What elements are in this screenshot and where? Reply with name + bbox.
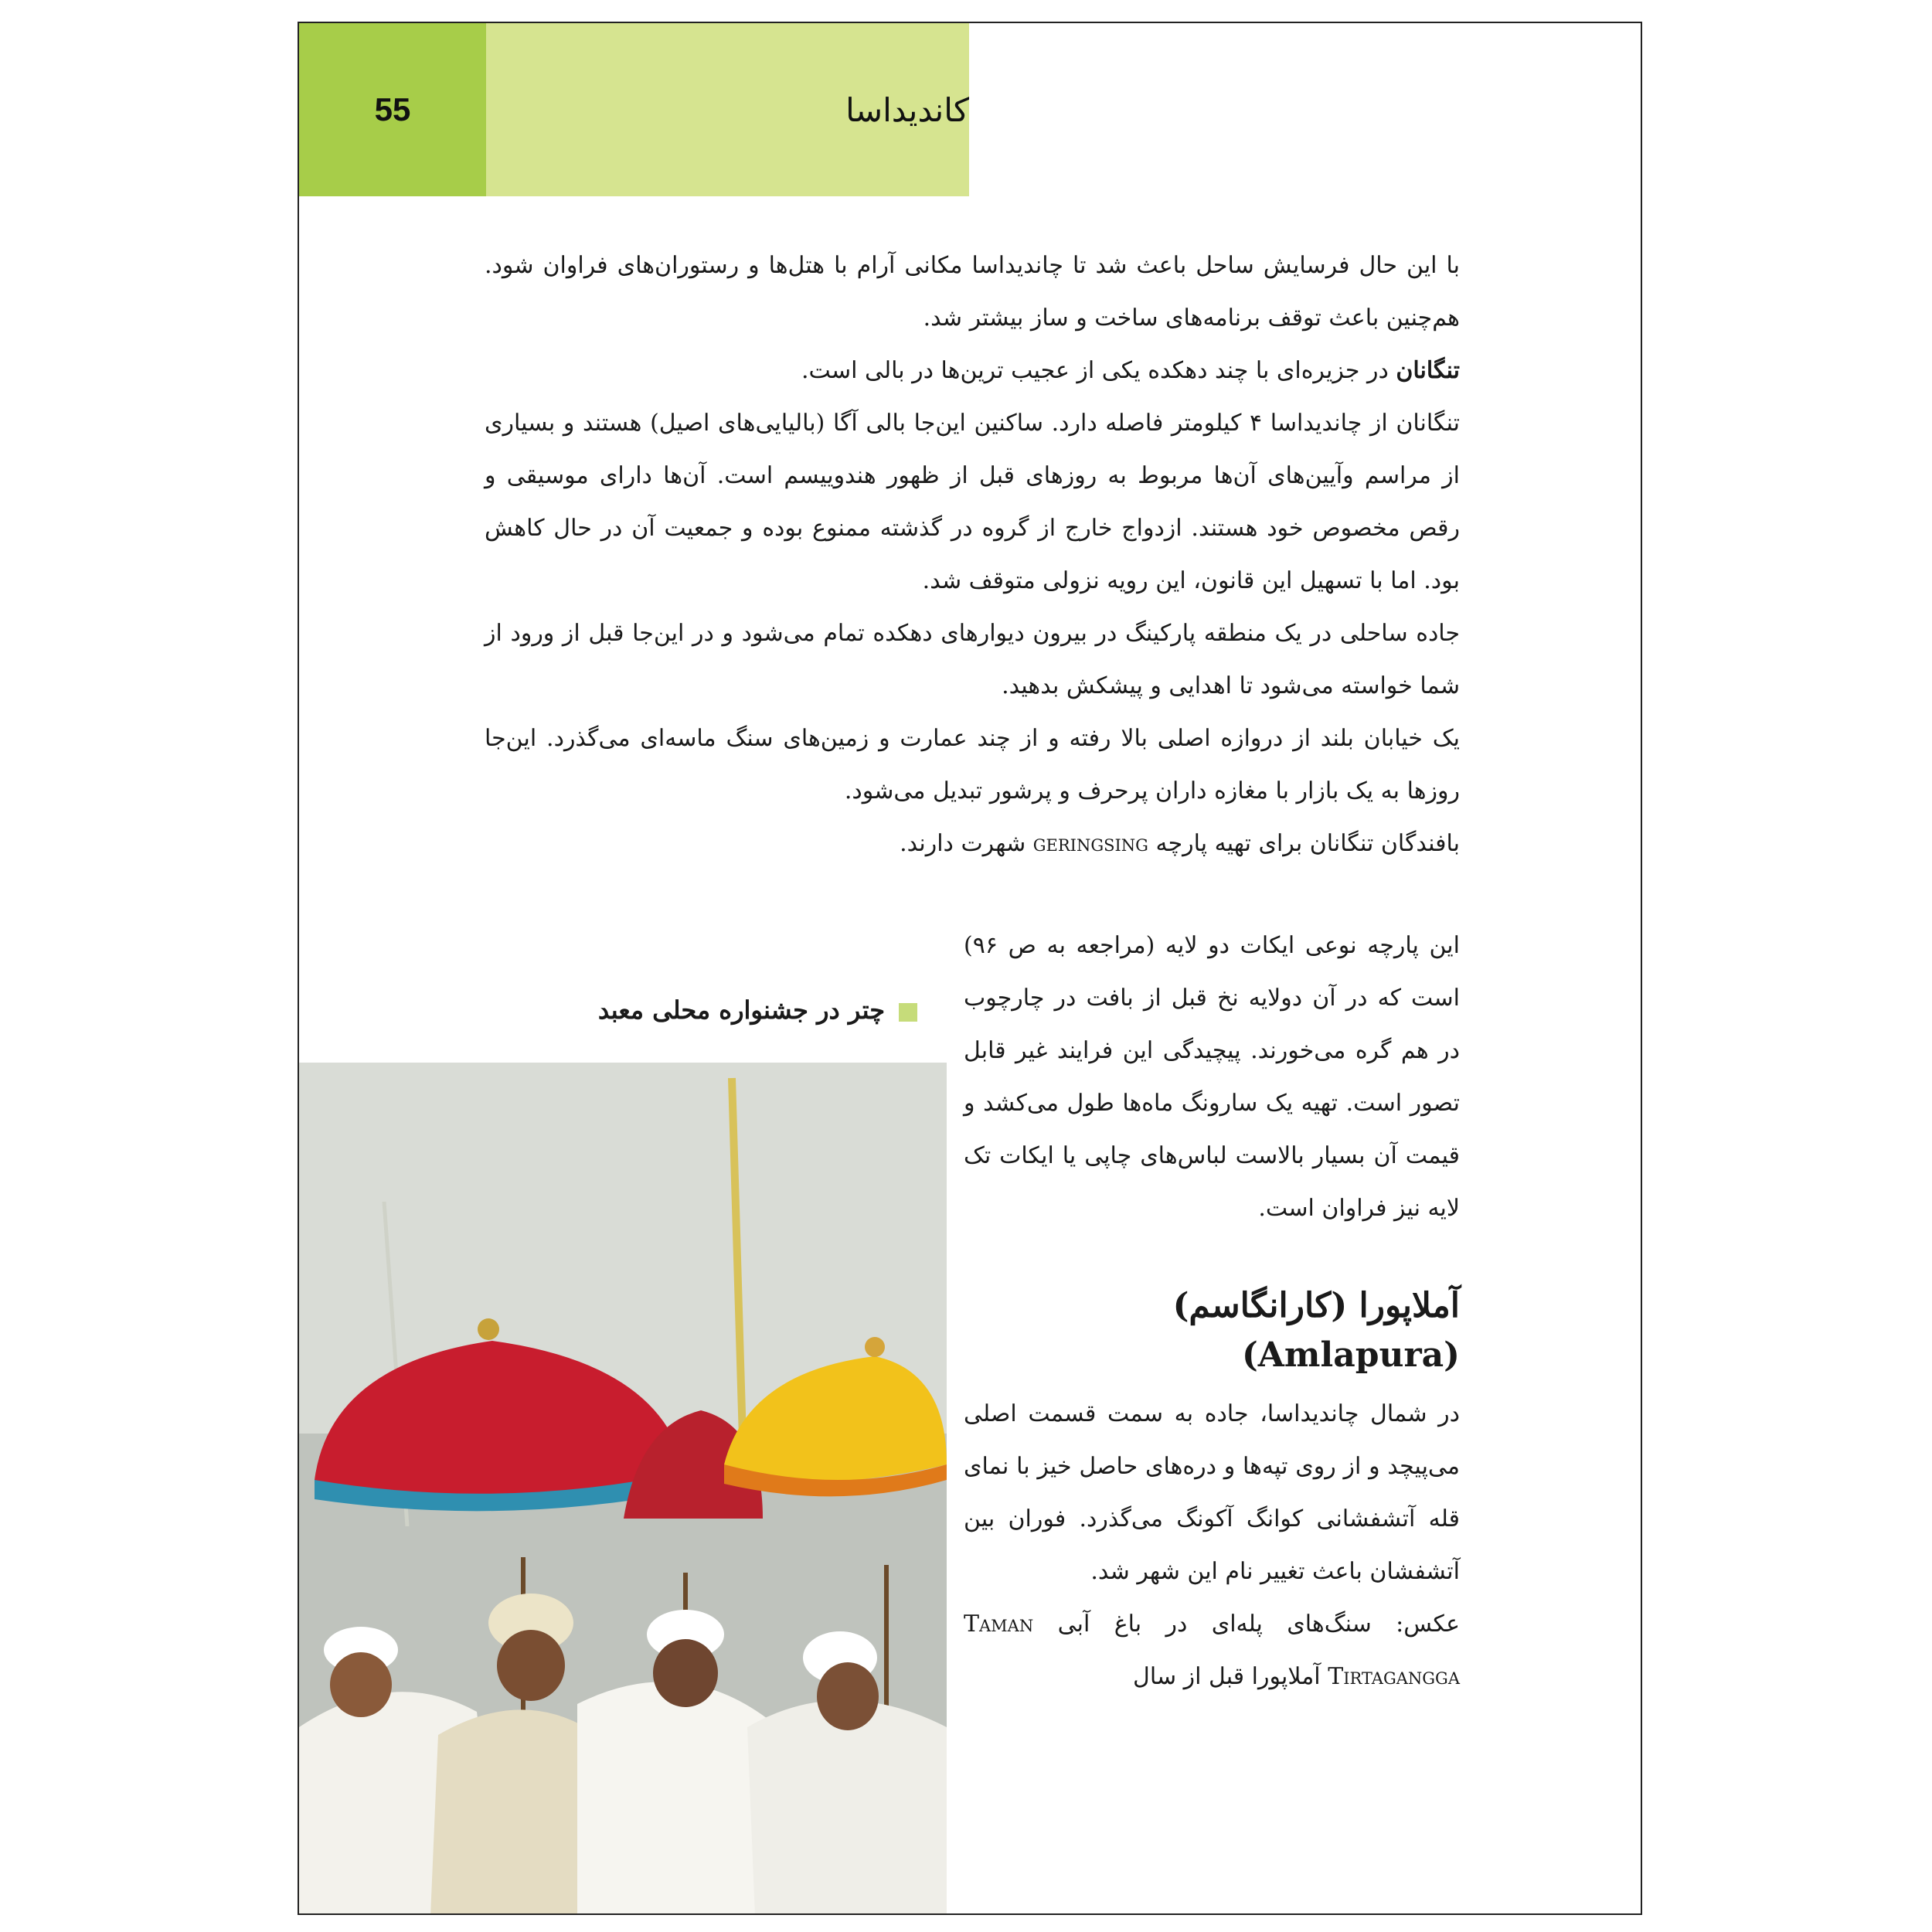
term-geringsing: geringsing <box>1032 830 1148 857</box>
side-text-column <box>964 920 1460 1703</box>
paragraph-tenganan-intro-rest: در جزیره‌ای با چند دهکده یکی از عجیب ترین‌ها در بالی است. <box>801 357 1396 384</box>
main-text-column <box>485 240 1460 870</box>
photo-note-b: آملاپورا قبل از سال <box>1133 1663 1328 1690</box>
paragraph-main-street: یک خیابان بلند از دروازه اصلی بالا رفته و از چند عمارت و زمین‌های سنگ ماسه‌ای می‌گذرد. این‌جا روزها به یک بازار با مغازه داران پرحرف و پرشور تبدیل می‌شود. <box>485 725 1460 804</box>
paragraph-bali-aga: تنگانان از چاندیداسا ۴ کیلومتر فاصله دارد. ساکنین این‌جا بالی آگا (بالیایی‌های اصیل) هستند و بسیاری از مراسم وآیین‌های آن‌ها مربوط به روزهای قبل از ظهور هندوییسم است. آن‌ها دارای موسیقی و رقص مخصوص خود هستند. ازدواج خارج از گروه در گذشته ممنوع بوده و جمعیت آن در حال کاهش بود. اما با تسهیل این قانون، این رویه نزولی متوقف شد. <box>485 410 1460 594</box>
figure-caption <box>531 995 917 1025</box>
photo-note-a: عکس: سنگ‌های پله‌ای در باغ آبی <box>1033 1611 1460 1638</box>
paragraph-erosion: با این حال فرسایش ساحل باعث شد تا چاندیداسا مکانی آرام با هتل‌ها و رستوران‌های فراوان شود. هم‌چنین باعث توقف برنامه‌های ساخت و ساز بیشتر شد. <box>485 252 1460 332</box>
weavers-text-b: شهرت دارند. <box>900 830 1033 857</box>
paragraph-parking: جاده ساحلی در یک منطقه پارکینگ در بیرون دیوارهای دهکده تمام می‌شود و در این‌جا قبل از ورود از شما خواسته می‌شود تا اهدایی و پیشکش بدهید. <box>485 620 1460 699</box>
paragraph-weavers <box>485 818 1460 870</box>
chapter-title: کاندیداسا <box>486 23 969 196</box>
section-heading-amlapura <box>964 1281 1460 1380</box>
term-tenganan: تنگانان <box>1396 357 1460 384</box>
figure-caption-text: چتر در جشنواره محلی معبد <box>597 995 885 1025</box>
paragraph-photo-note <box>964 1598 1460 1703</box>
festival-photo <box>299 1063 947 1915</box>
paragraph-tenganan-intro <box>485 345 1460 397</box>
caption-marker-icon <box>899 1003 917 1022</box>
weavers-text-a: بافندگان تنگانان برای تهیه پارچه <box>1148 830 1460 857</box>
heading-fa: آملاپورا (کارانگاسم) <box>1172 1286 1460 1325</box>
book-page <box>298 22 1642 1915</box>
page-number: 55 <box>299 23 486 196</box>
term-taman-tirtagangga: Taman Tirtagangga <box>964 1611 1460 1690</box>
paragraph-ikat: این پارچه نوعی ایکات دو لایه (مراجعه به ص ۹۶) است که در آن دولایه نخ قبل از بافت در چارچوب در هم گره می‌خورند. پیچیدگی این فرایند غیر قابل تصور است. تهیه یک سارونگ ماه‌ها طول می‌کشد و قیمت آن بسیار بالاست لباس‌های چاپی یا ایکات تک لایه نیز فراوان است. <box>964 932 1460 1222</box>
paragraph-amlapura: در شمال چاندیداسا، جاده به سمت قسمت اصلی می‌پیچد و از روی تپه‌ها و دره‌های حاصل خیز با نمای قله آتشفشانی کوانگ آکونگ می‌گذرد. فوران بین آتشفشان باعث تغییر نام این شهر شد. <box>964 1400 1460 1585</box>
heading-en: (Amlapura) <box>1241 1335 1460 1375</box>
